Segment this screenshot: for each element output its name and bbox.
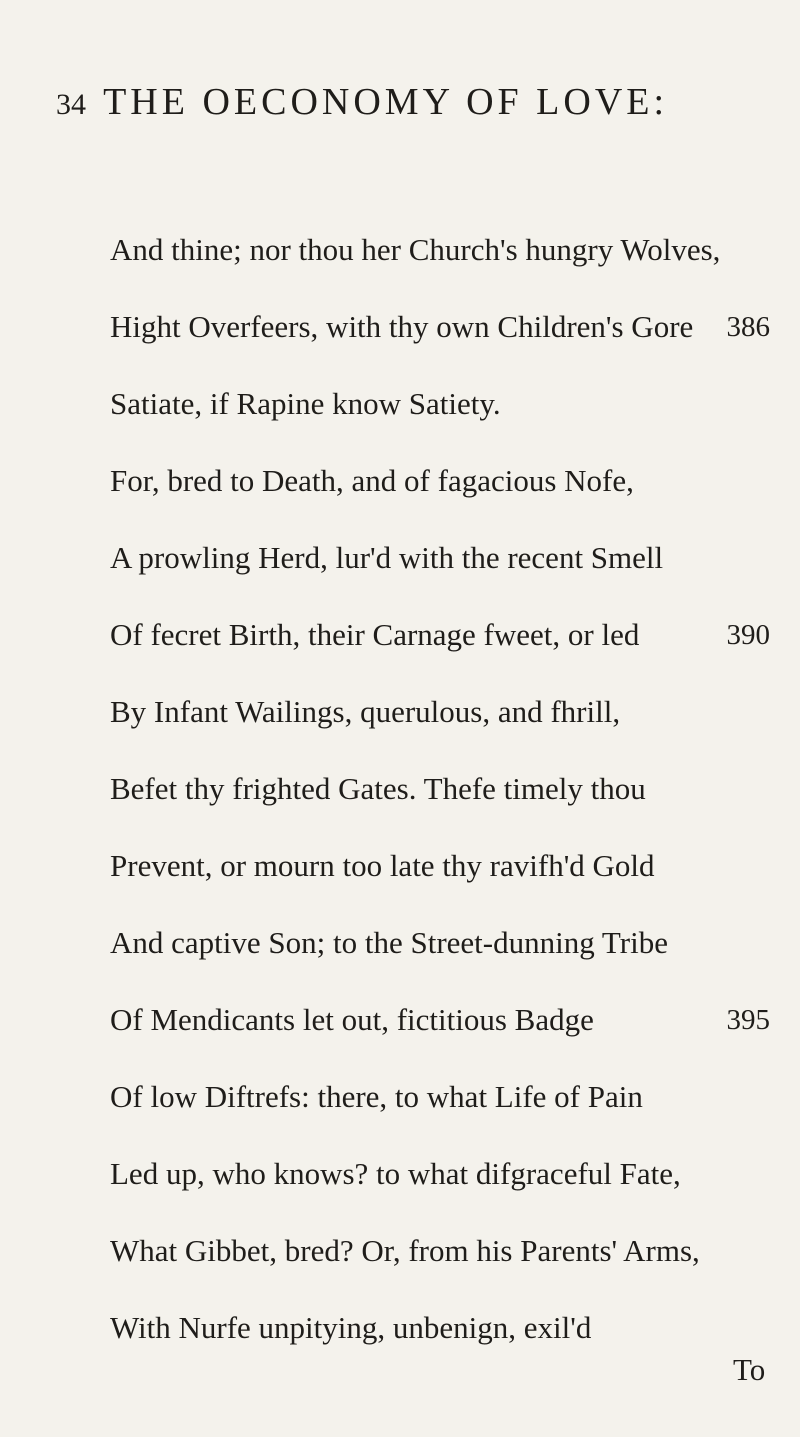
verse-text: Hight Overfeers, with thy own Children's Gore (110, 309, 694, 344)
verse-line (110, 1308, 770, 1348)
line-number: 390 (726, 619, 770, 651)
verse-line (110, 538, 770, 578)
verse-line (110, 461, 770, 501)
verse-line (110, 846, 770, 886)
verse-line (110, 615, 770, 655)
running-head (56, 80, 756, 128)
verse-text: Led up, who knows? to what difgraceful Fate, (110, 1156, 681, 1191)
verse-line (110, 307, 770, 347)
verse-text: And captive Son; to the Street-dunning Tribe (110, 925, 668, 960)
verse-text: With Nurfe unpitying, unbenign, exil'd (110, 1310, 592, 1345)
verse-text: And thine; nor thou her Church's hungry Wolves, (110, 232, 721, 267)
verse-line (110, 1231, 770, 1271)
verse-line (110, 1000, 770, 1040)
verse-text: What Gibbet, bred? Or, from his Parents' Arms, (110, 1233, 700, 1268)
line-number: 386 (726, 311, 770, 343)
verse-text: A prowling Herd, lur'd with the recent Smell (110, 540, 664, 575)
verse-text: Of low Diftrefs: there, to what Life of Pain (110, 1079, 643, 1114)
running-title: THE OECONOMY OF LOVE: (103, 81, 669, 123)
verse-text: Satiate, if Rapine know Satiety. (110, 386, 501, 421)
verse-line (110, 384, 770, 424)
verse-text: Of fecret Birth, their Carnage fweet, or led (110, 617, 640, 652)
verse-line (110, 1154, 770, 1194)
verse-line (110, 1077, 770, 1117)
verse-line (110, 923, 770, 963)
verse-text: Befet thy frighted Gates. Thefe timely thou (110, 771, 646, 806)
verse-line (110, 230, 770, 270)
verse-line (110, 769, 770, 809)
page-number: 34 (56, 88, 86, 121)
verse-text: Prevent, or mourn too late thy ravifh'd Gold (110, 848, 655, 883)
verse-text: For, bred to Death, and of fagacious Nofe, (110, 463, 634, 498)
verse-text: By Infant Wailings, querulous, and fhrill, (110, 694, 621, 729)
catchword: To (733, 1352, 766, 1387)
line-number: 395 (726, 1004, 770, 1036)
verse-text: Of Mendicants let out, fictitious Badge (110, 1002, 594, 1037)
verse-line (110, 692, 770, 732)
